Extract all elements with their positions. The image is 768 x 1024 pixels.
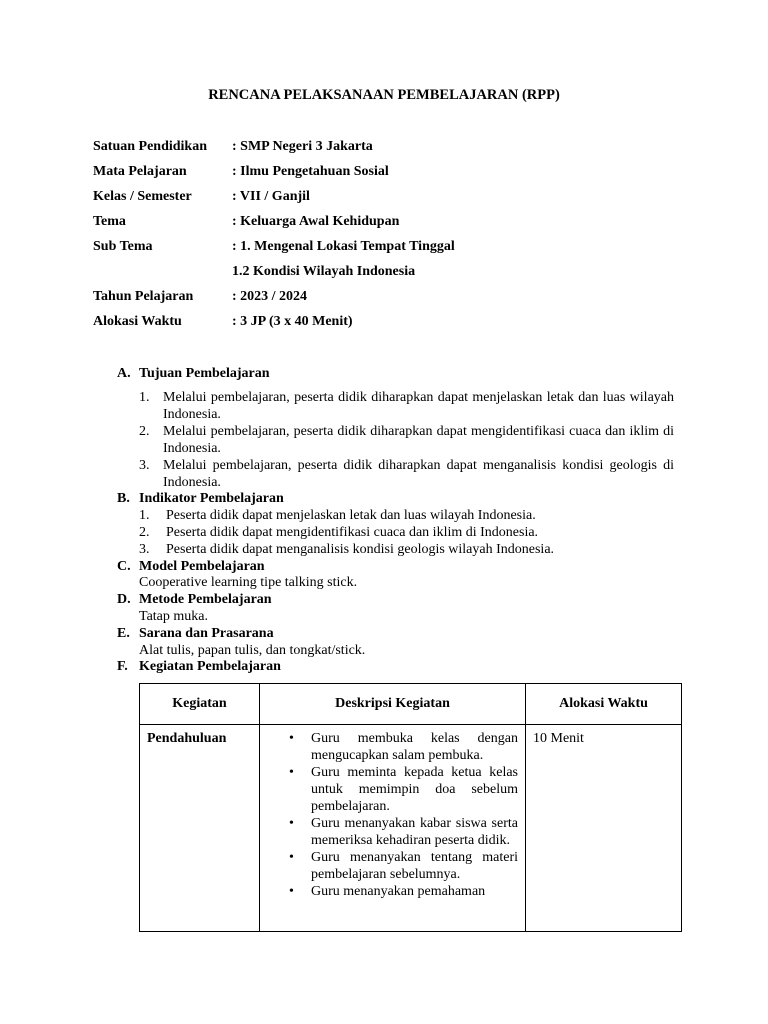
list-item — [267, 815, 518, 849]
table-cell — [526, 725, 682, 932]
list-number: 2. — [139, 525, 150, 540]
table-header: Deskripsi Kegiatan — [260, 684, 526, 725]
list-text: Guru menanyakan pemahaman — [311, 884, 486, 899]
sarana-text: Alat tulis, papan tulis, dan tongkat/stick. — [139, 643, 366, 658]
list-text: Guru menanyakan kabar siswa serta memeriksa kehadiran peserta didik. — [311, 816, 518, 848]
indikator-list — [139, 507, 554, 558]
list-item — [139, 524, 554, 541]
info-value: 1.2 Kondisi Wilayah Indonesia — [232, 264, 416, 279]
table-cell — [260, 725, 526, 932]
list-item — [267, 849, 518, 883]
list-number: 3. — [139, 542, 150, 557]
list-item — [267, 730, 518, 764]
info-value: : 2023 / 2024 — [232, 289, 308, 304]
section-title: Tujuan Pembelajaran — [139, 366, 270, 381]
table-header: Alokasi Waktu — [526, 684, 682, 725]
list-item — [267, 764, 518, 815]
section-letter: B. — [117, 491, 130, 506]
section-title: Model Pembelajaran — [139, 559, 265, 574]
section-letter: C. — [117, 559, 131, 574]
info-value: : Keluarga Awal Kehidupan — [232, 214, 400, 229]
list-number: 3. — [139, 458, 150, 473]
info-label: Sub Tema — [93, 239, 153, 254]
section-letter: D. — [117, 592, 131, 607]
alokasi-value: 10 Menit — [533, 731, 584, 746]
tujuan-list — [139, 389, 674, 491]
kegiatan-name: Pendahuluan — [147, 731, 227, 746]
section-letter: A. — [117, 366, 131, 381]
info-value: : VII / Ganjil — [232, 189, 310, 204]
info-label: Mata Pelajaran — [93, 164, 187, 179]
list-text: Melalui pembelajaran, peserta didik diharapkan dapat menganalisis kondisi geologis di Indonesia. — [163, 458, 674, 490]
list-text: Peserta didik dapat menganalisis kondisi geologis wilayah Indonesia. — [166, 542, 555, 557]
info-value: : 1. Mengenal Lokasi Tempat Tinggal — [232, 239, 455, 254]
info-value: : SMP Negeri 3 Jakarta — [232, 139, 373, 154]
info-value: : 3 JP (3 x 40 Menit) — [232, 314, 353, 329]
list-text: Guru meminta kepada ketua kelas untuk memimpin doa sebelum pembelajaran. — [311, 765, 518, 814]
deskripsi-list — [261, 726, 524, 930]
info-value: : Ilmu Pengetahuan Sosial — [232, 164, 389, 179]
list-number: 1. — [139, 508, 150, 523]
list-item — [139, 423, 674, 457]
list-number: 2. — [139, 424, 150, 439]
list-item — [139, 389, 674, 423]
bullet-icon: • — [289, 731, 294, 746]
kegiatan-table — [139, 683, 682, 932]
metode-text: Tatap muka. — [139, 609, 208, 624]
list-text: Peserta didik dapat mengidentifikasi cuaca dan iklim di Indonesia. — [166, 525, 539, 540]
section-title: Sarana dan Prasarana — [139, 626, 274, 641]
section-title: Kegiatan Pembelajaran — [139, 659, 281, 674]
info-label: Tema — [93, 214, 126, 229]
info-label: Tahun Pelajaran — [93, 289, 194, 304]
list-text: Peserta didik dapat menjelaskan letak dan luas wilayah Indonesia. — [166, 508, 536, 523]
list-text: Guru menanyakan tentang materi pembelajaran sebelumnya. — [311, 850, 518, 882]
info-label: Alokasi Waktu — [93, 314, 182, 329]
bullet-icon: • — [289, 816, 294, 831]
model-text: Cooperative learning tipe talking stick. — [139, 575, 358, 590]
bullet-icon: • — [289, 850, 294, 865]
section-letter: F. — [117, 659, 128, 674]
list-text: Melalui pembelajaran, peserta didik diharapkan dapat menjelaskan letak dan luas wilayah Indonesia. — [163, 390, 674, 422]
info-label: Satuan Pendidikan — [93, 139, 207, 154]
list-text: Guru membuka kelas dengan mengucapkan salam pembuka. — [311, 731, 518, 763]
list-number: 1. — [139, 390, 150, 405]
bullet-icon: • — [289, 884, 294, 899]
list-item — [267, 883, 518, 900]
section-title: Metode Pembelajaran — [139, 592, 272, 607]
section-letter: E. — [117, 626, 130, 641]
list-item — [139, 541, 554, 558]
section-title: Indikator Pembelajaran — [139, 491, 284, 506]
info-label: Kelas / Semester — [93, 189, 192, 204]
list-item — [139, 457, 674, 491]
list-item — [139, 507, 554, 524]
table-row — [140, 725, 682, 932]
bullet-icon: • — [289, 765, 294, 780]
table-header: Kegiatan — [140, 684, 260, 725]
page-title: RENCANA PELAKSANAAN PEMBELAJARAN (RPP) — [208, 87, 560, 103]
table-header-row — [140, 684, 682, 725]
list-text: Melalui pembelajaran, peserta didik diharapkan dapat mengidentifikasi cuaca dan iklim di Indonesia. — [163, 424, 674, 456]
table-cell — [140, 725, 260, 932]
